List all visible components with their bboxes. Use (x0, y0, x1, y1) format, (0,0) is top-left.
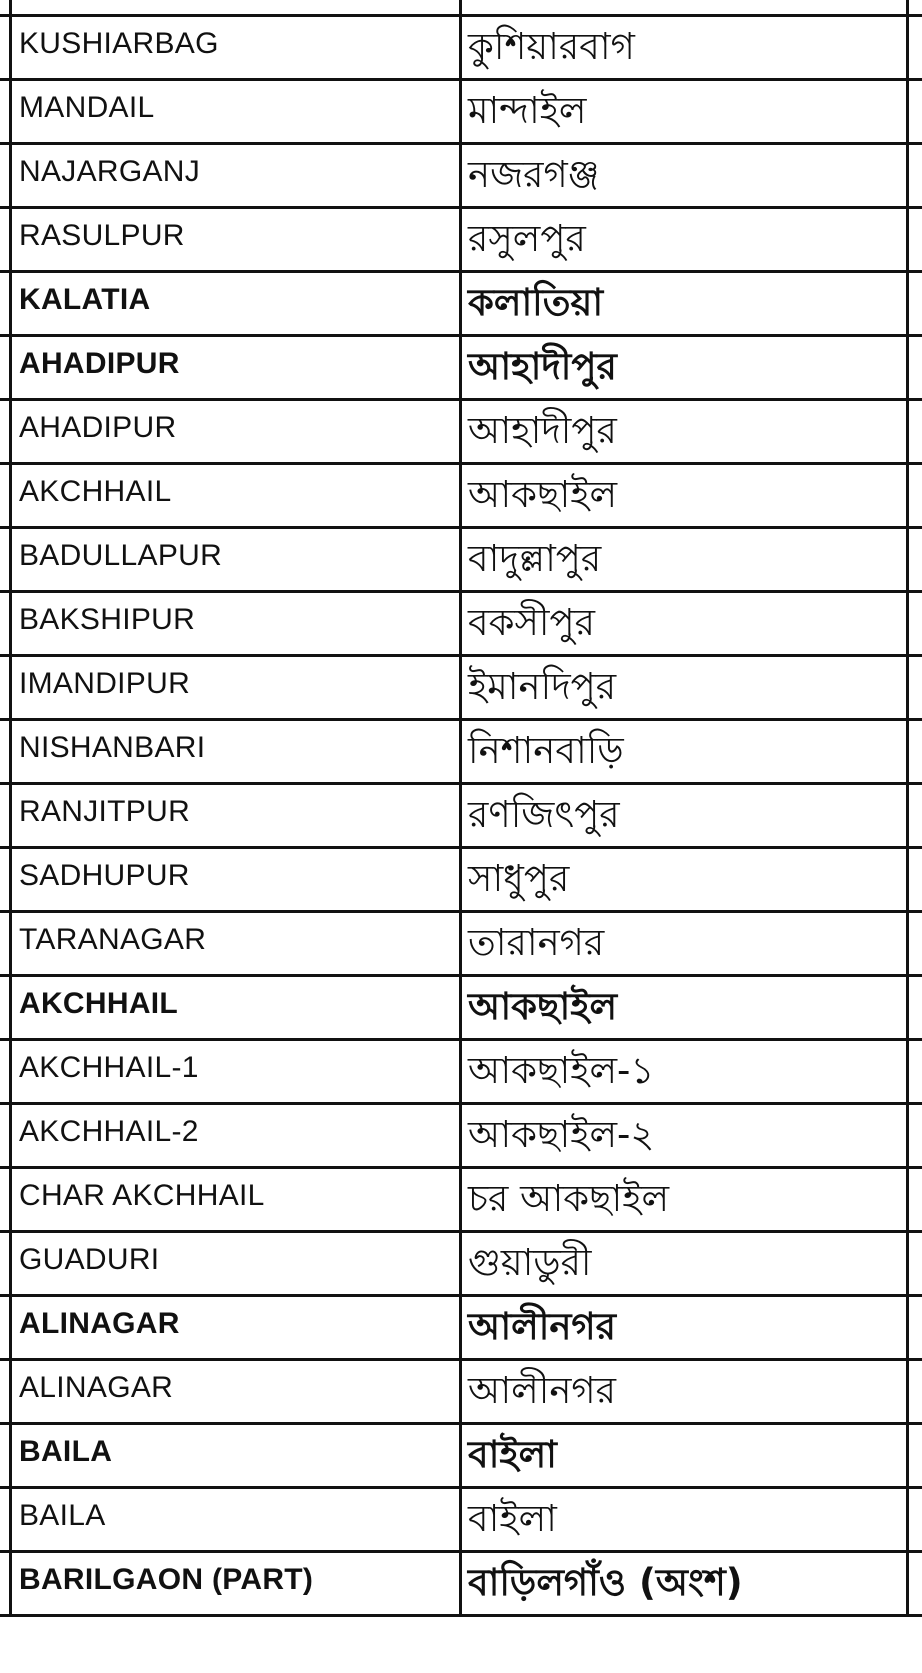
english-name-cell: BADULLAPUR (19, 539, 223, 572)
bengali-name-cell: সাধুপুর (468, 857, 570, 900)
table-row (0, 785, 922, 849)
column-divider (459, 1166, 462, 1233)
table-row (0, 593, 922, 657)
column-divider (9, 910, 12, 977)
column-divider (9, 398, 12, 465)
column-divider (9, 1422, 12, 1489)
bengali-name-cell: কুশিয়ারবাগ (468, 25, 635, 68)
column-divider (9, 1038, 12, 1105)
column-divider (906, 782, 909, 849)
table-row (0, 401, 922, 465)
column-divider (906, 334, 909, 401)
bengali-name-cell: আকছাইল-১ (468, 1049, 655, 1092)
column-divider (906, 526, 909, 593)
english-name-cell: CHAR AKCHHAIL (19, 1179, 265, 1212)
column-divider (906, 14, 909, 81)
table-row-heading (0, 1553, 922, 1617)
english-name-cell: NISHANBARI (19, 731, 206, 764)
column-divider (906, 1230, 909, 1297)
table-row-heading (0, 273, 922, 337)
table-row (0, 465, 922, 529)
english-name-cell: ALINAGAR (19, 1371, 174, 1404)
column-divider (9, 1486, 12, 1553)
english-name-cell: RASULPUR (19, 219, 185, 252)
column-divider (459, 1038, 462, 1105)
bengali-name-cell: আকছাইল-২ (468, 1113, 655, 1156)
bengali-name-cell: আকছাইল (468, 985, 618, 1028)
column-divider (906, 1102, 909, 1169)
column-divider (906, 1486, 909, 1553)
column-divider (906, 974, 909, 1041)
english-name-cell: AKCHHAIL (19, 475, 172, 508)
table-row (0, 145, 922, 209)
bengali-name-cell: তারানগর (468, 921, 605, 964)
english-name-cell: BAKSHIPUR (19, 603, 196, 636)
column-divider (459, 142, 462, 209)
bengali-name-cell: বকসীপুর (468, 601, 595, 644)
bengali-name-cell: কলাতিয়া (468, 281, 604, 324)
english-name-cell: RANJITPUR (19, 795, 191, 828)
english-name-cell: KALATIA (19, 283, 151, 316)
column-divider (9, 78, 12, 145)
english-name-cell: AHADIPUR (19, 411, 177, 444)
column-divider (906, 1038, 909, 1105)
bengali-name-cell: রণজিৎপুর (468, 793, 620, 836)
table-row (0, 1361, 922, 1425)
column-divider (9, 974, 12, 1041)
column-divider (9, 142, 12, 209)
column-divider (906, 718, 909, 785)
english-name-cell: SADHUPUR (19, 859, 190, 892)
english-name-cell: AKCHHAIL-1 (19, 1051, 199, 1084)
column-divider (459, 398, 462, 465)
column-divider (9, 1230, 12, 1297)
bengali-name-cell: ইমানদিপুর (468, 665, 617, 708)
bengali-name-cell: চর আকছাইল (468, 1177, 670, 1220)
column-divider (906, 590, 909, 657)
column-divider (9, 1294, 12, 1361)
english-name-cell: MANDAIL (19, 91, 155, 124)
column-divider (906, 1294, 909, 1361)
table-row-heading (0, 1297, 922, 1361)
english-name-cell: NAJARGANJ (19, 155, 201, 188)
table-row (0, 81, 922, 145)
english-name-cell: GUADURI (19, 1243, 160, 1276)
column-divider (906, 910, 909, 977)
column-divider (459, 718, 462, 785)
column-divider (459, 654, 462, 721)
column-divider (9, 526, 12, 593)
bengali-name-cell: মান্দাইল (468, 89, 587, 132)
column-divider (906, 462, 909, 529)
bengali-name-cell: আহাদীপুর (468, 409, 617, 452)
column-divider (459, 974, 462, 1041)
column-divider (906, 1550, 909, 1617)
table-row (0, 209, 922, 273)
table-row-heading (0, 337, 922, 401)
table-row (0, 913, 922, 977)
table-row (0, 1041, 922, 1105)
table-row (0, 1489, 922, 1553)
table-row (0, 657, 922, 721)
english-name-cell: ALINAGAR (19, 1307, 180, 1340)
column-divider (9, 462, 12, 529)
column-divider (459, 846, 462, 913)
english-name-cell: IMANDIPUR (19, 667, 191, 700)
column-divider (9, 1550, 12, 1617)
column-divider (9, 1102, 12, 1169)
column-divider (459, 782, 462, 849)
column-divider (459, 1486, 462, 1553)
english-name-cell: AKCHHAIL-2 (19, 1115, 199, 1148)
column-divider (906, 1422, 909, 1489)
bengali-name-cell: বাদুল্লাপুর (468, 537, 602, 580)
column-divider (906, 1166, 909, 1233)
bengali-name-cell: নজরগঞ্জ (468, 153, 600, 196)
column-divider (906, 1358, 909, 1425)
bengali-name-cell: আহাদীপুর (468, 345, 617, 388)
column-divider (906, 78, 909, 145)
table-row (0, 1233, 922, 1297)
column-divider (906, 846, 909, 913)
english-name-cell: BARILGAON (PART) (19, 1563, 314, 1596)
column-divider (906, 142, 909, 209)
table-row (0, 529, 922, 593)
column-divider (459, 462, 462, 529)
column-divider (459, 14, 462, 81)
table-row (0, 17, 922, 81)
english-name-cell: AHADIPUR (19, 347, 180, 380)
table-row-heading (0, 977, 922, 1041)
column-divider (459, 1550, 462, 1617)
column-divider (906, 654, 909, 721)
column-divider (459, 1358, 462, 1425)
table-row (0, 721, 922, 785)
bengali-name-cell: বাইলা (468, 1497, 557, 1540)
column-divider (906, 398, 909, 465)
column-divider (459, 1230, 462, 1297)
table-row-heading (0, 1425, 922, 1489)
column-divider (9, 334, 12, 401)
column-divider (9, 270, 12, 337)
english-name-cell: BAILA (19, 1499, 106, 1532)
bengali-name-cell: আকছাইল (468, 473, 618, 516)
english-name-cell: TARANAGAR (19, 923, 207, 956)
table-row (0, 1169, 922, 1233)
column-divider (906, 206, 909, 273)
column-divider (459, 1102, 462, 1169)
column-divider (459, 206, 462, 273)
column-divider (459, 910, 462, 977)
column-divider (459, 590, 462, 657)
column-divider (459, 78, 462, 145)
english-name-cell: KUSHIARBAG (19, 27, 219, 60)
column-divider (9, 14, 12, 81)
column-divider (9, 718, 12, 785)
table-row (0, 849, 922, 913)
column-divider (459, 270, 462, 337)
bengali-name-cell: বাড়িলগাঁও (অংশ) (468, 1561, 743, 1604)
column-divider (906, 270, 909, 337)
bengali-name-cell: আলীনগর (468, 1305, 617, 1348)
column-divider (9, 782, 12, 849)
bengali-name-cell: রসুলপুর (468, 217, 586, 260)
bengali-name-cell: গুয়াডুরী (468, 1241, 592, 1284)
column-divider (459, 1422, 462, 1489)
column-divider (459, 1294, 462, 1361)
column-divider (459, 526, 462, 593)
table-row (0, 1105, 922, 1169)
english-name-cell: AKCHHAIL (19, 987, 179, 1020)
bengali-name-cell: নিশানবাড়ি (468, 729, 624, 772)
column-divider (9, 654, 12, 721)
bengali-name-cell: বাইলা (468, 1433, 557, 1476)
column-divider (9, 590, 12, 657)
english-name-cell: BAILA (19, 1435, 113, 1468)
column-divider (9, 1358, 12, 1425)
column-divider (459, 334, 462, 401)
column-divider (9, 206, 12, 273)
column-divider (9, 846, 12, 913)
column-divider (9, 1166, 12, 1233)
bengali-name-cell: আলীনগর (468, 1369, 617, 1412)
